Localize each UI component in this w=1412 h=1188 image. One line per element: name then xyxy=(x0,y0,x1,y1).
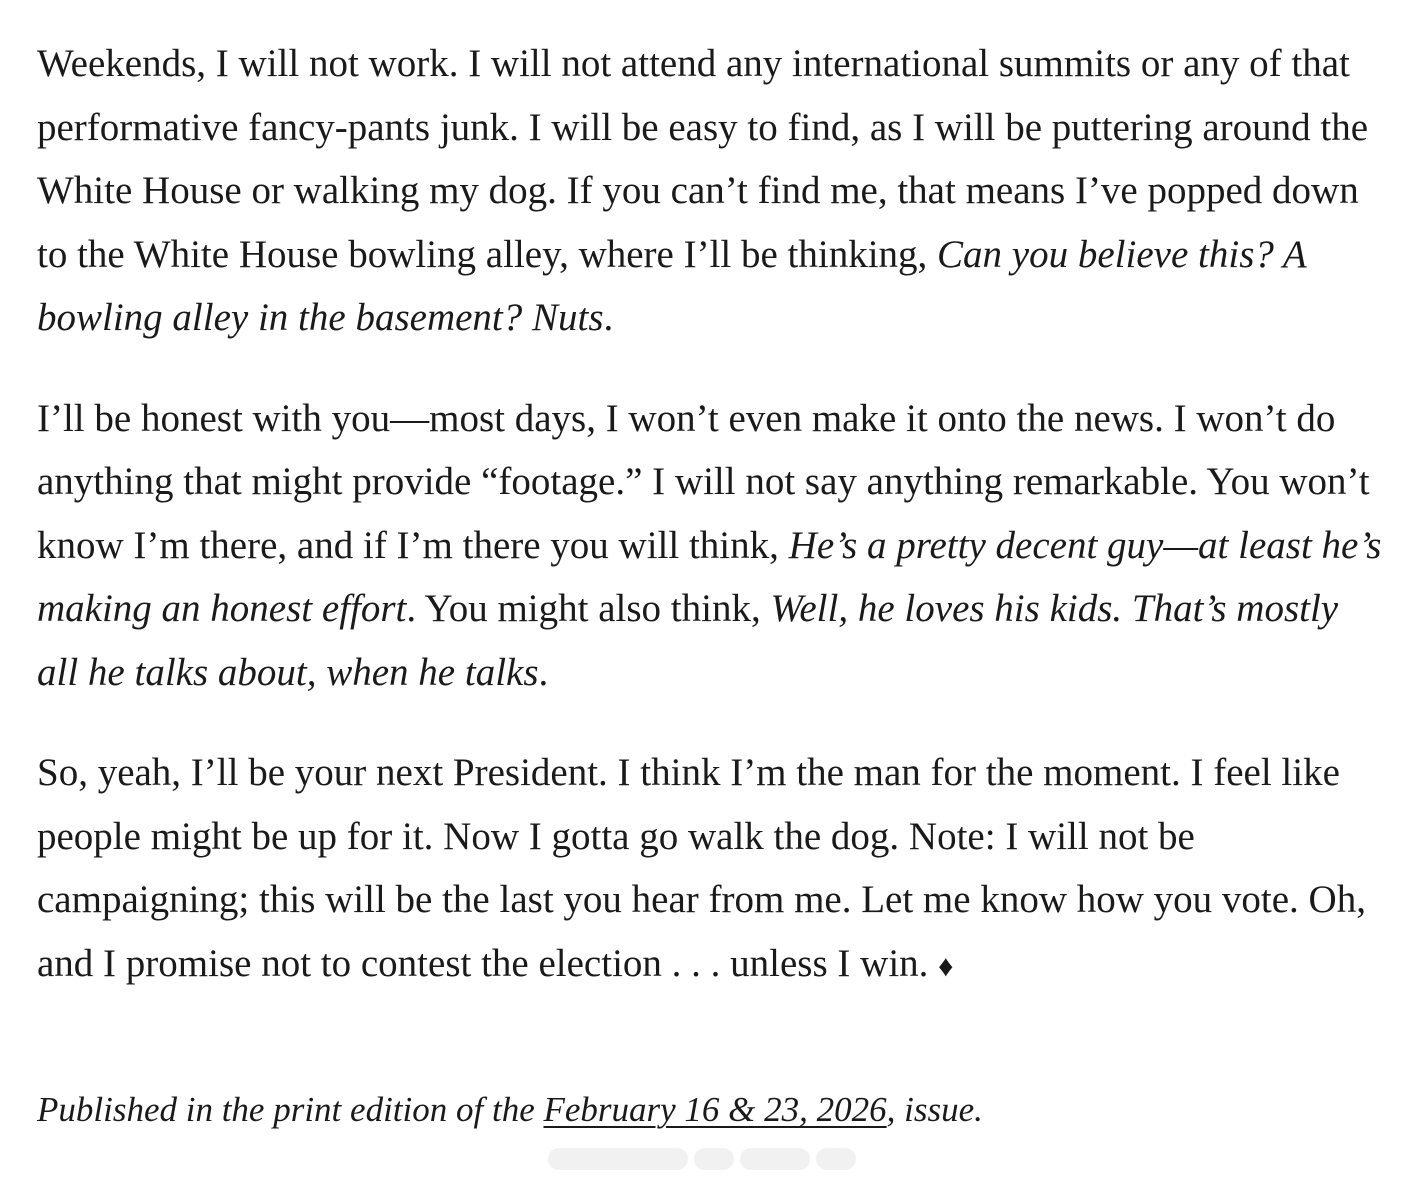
paragraph-1-end: . xyxy=(603,296,614,339)
paragraph-1-text: Weekends, I will not work. I will not attend any international summits or any of that performative fancy-pants junk. I will be easy to find, as I will be puttering around the White House or walking my dog. If you can’t find me, that means I’ve popped down to the White House bowling alley, where I’ll be thinking, xyxy=(37,42,1369,276)
paragraph-3-text: So, yeah, I’ll be your next President. I think I’m the man for the moment. I feel like people might be up for it. Now I gotta go walk the dog. Note: I will not be campaigning; this will be the last you hear from me. Let me know how you vote. Oh, and I promise not to contest the election . . . unless I win. xyxy=(37,751,1366,985)
print-edition-suffix: , issue. xyxy=(886,1090,983,1129)
paragraph-2-text-b: . You might also think, xyxy=(406,587,771,630)
scroll-indicator-segment xyxy=(740,1148,810,1170)
paragraph-1-italic: Can you believe this? A bowling alley in the basement? Nuts xyxy=(37,232,1307,339)
article-body xyxy=(37,32,1382,1035)
paragraph-2-end: . xyxy=(538,650,549,694)
diamond-end-mark-icon: ♦ xyxy=(938,949,954,983)
issue-link[interactable]: February 16 & 23, 2026 xyxy=(543,1090,887,1129)
paragraph-2-italic-b: Well, he loves his kids. That’s mostly all he talks about, when he talks xyxy=(37,587,1339,694)
paragraph-2-italic-a: He’s a pretty decent guy—at least he’s making an honest effort xyxy=(37,523,1382,630)
scroll-indicator-segment xyxy=(694,1148,734,1170)
paragraph-3 xyxy=(37,741,1382,998)
paragraph-2-text-a: I’ll be honest with you—most days, I won’t even make it onto the news. I won’t do anything that might provide “footage.” I will not say anything remarkable. You won’t know I’m there, and if I’m there you will think, xyxy=(37,396,1370,567)
scroll-indicator-segment xyxy=(816,1148,856,1170)
scroll-indicator xyxy=(548,1146,862,1172)
paragraph-1 xyxy=(37,32,1382,350)
print-edition-prefix: Published in the print edition of the xyxy=(37,1090,544,1129)
scroll-indicator-segment xyxy=(548,1148,688,1170)
paragraph-2 xyxy=(37,387,1382,705)
print-edition-note xyxy=(37,1085,983,1135)
